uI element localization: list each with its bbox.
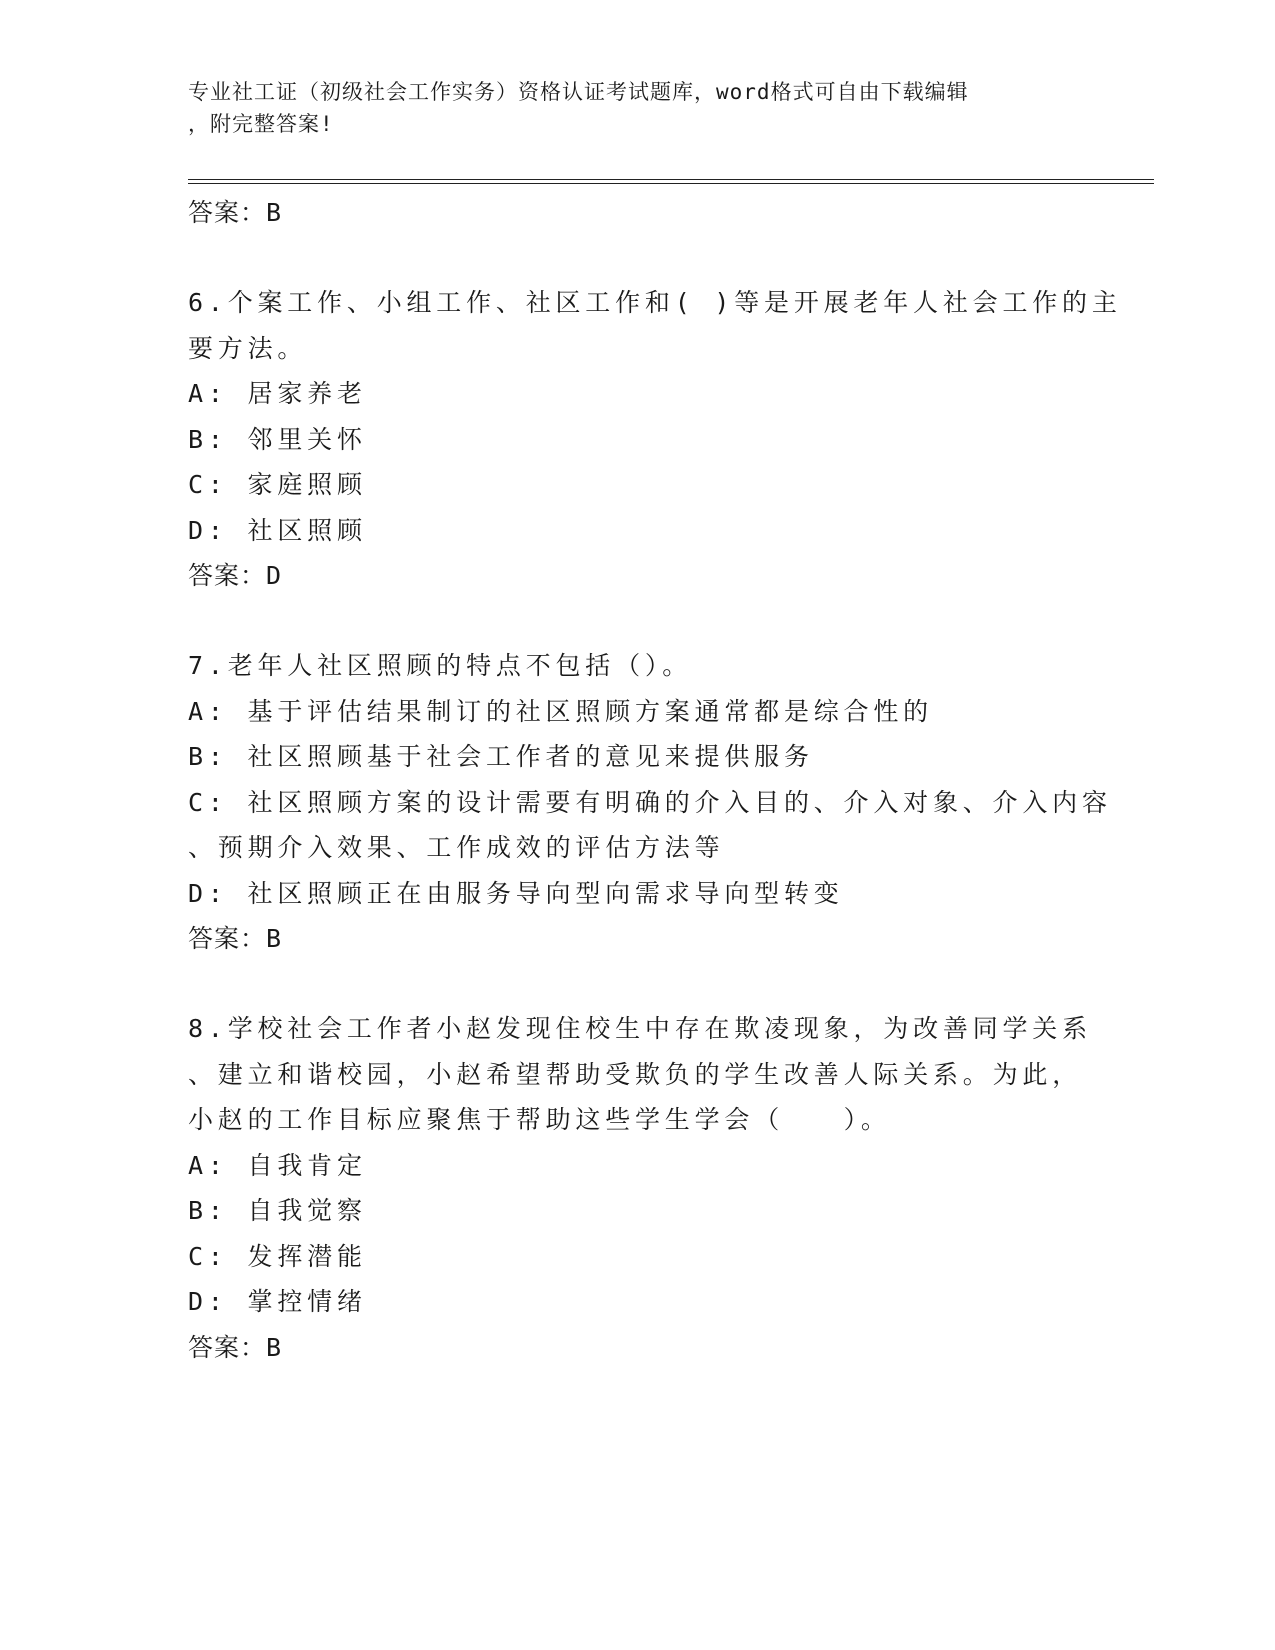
previous-answer: 答案：B <box>188 198 283 227</box>
option-text: C: 家庭照顾 <box>188 470 367 499</box>
option-d <box>188 871 1088 917</box>
stem-line: 8.学校社会工作者小赵发现住校生中存在欺凌现象，为改善同学关系 <box>188 1014 1092 1043</box>
header-line-2: ，附完整答案! <box>188 112 334 136</box>
option-d <box>188 1279 1088 1325</box>
answer-label: 答案：B <box>188 1332 283 1362</box>
option-text: D: 社区照顾 <box>188 515 367 545</box>
stem-line: 要方法。 <box>188 333 308 363</box>
option-text: 、预期介入效果、工作成效的评估方法等 <box>188 833 725 862</box>
question-8 <box>188 1006 1092 1371</box>
option-text: D: 掌控情绪 <box>188 1287 367 1316</box>
option-text: A: 基于评估结果制订的社区照顾方案通常都是综合性的 <box>188 696 933 726</box>
option-text: C: 发挥潜能 <box>188 1241 367 1271</box>
option-c <box>188 462 1088 508</box>
option-c <box>188 780 1112 871</box>
option-a <box>188 371 1088 417</box>
answer-label: 答案：B <box>188 924 283 953</box>
page-header <box>188 76 1068 140</box>
option-d <box>188 508 1088 554</box>
question-stem <box>188 1006 1092 1143</box>
question-7 <box>188 643 1112 962</box>
stem-line: 、建立和谐校园，小赵希望帮助受欺负的学生改善人际关系。为此， <box>188 1059 1083 1089</box>
question-stem <box>188 280 1122 371</box>
option-text: B: 社区照顾基于社会工作者的意见来提供服务 <box>188 742 814 771</box>
option-text: B: 自我觉察 <box>188 1196 367 1225</box>
question-6 <box>188 280 1122 599</box>
option-text: D: 社区照顾正在由服务导向型向需求导向型转变 <box>188 878 844 908</box>
option-text: B: 邻里关怀 <box>188 424 367 454</box>
option-text: A: 自我肯定 <box>188 1150 367 1180</box>
option-a <box>188 1143 1088 1189</box>
header-divider-top <box>188 179 1154 180</box>
question-stem <box>188 643 1088 689</box>
option-c <box>188 1234 1088 1280</box>
answer-label: 答案：D <box>188 561 283 590</box>
header-divider-bottom <box>188 183 1154 184</box>
option-a <box>188 689 1088 735</box>
stem-line: 小赵的工作目标应聚焦于帮助这些学生学会（ ）。 <box>188 1105 891 1134</box>
header-line-1: 专业社工证（初级社会工作实务）资格认证考试题库，word格式可自由下载编辑 <box>188 80 969 104</box>
stem-line: 6.个案工作、小组工作、社区工作和( )等是开展老年人社会工作的主 <box>188 288 1122 317</box>
question-list <box>188 190 1122 1371</box>
stem-line: 7.老年人社区照顾的特点不包括（）。 <box>188 651 693 680</box>
option-text: A: 居家养老 <box>188 379 367 408</box>
option-b <box>188 734 1088 780</box>
option-b <box>188 1188 1088 1234</box>
option-text: C: 社区照顾方案的设计需要有明确的介入目的、介入对象、介入内容 <box>188 787 1112 817</box>
option-b <box>188 417 1088 463</box>
